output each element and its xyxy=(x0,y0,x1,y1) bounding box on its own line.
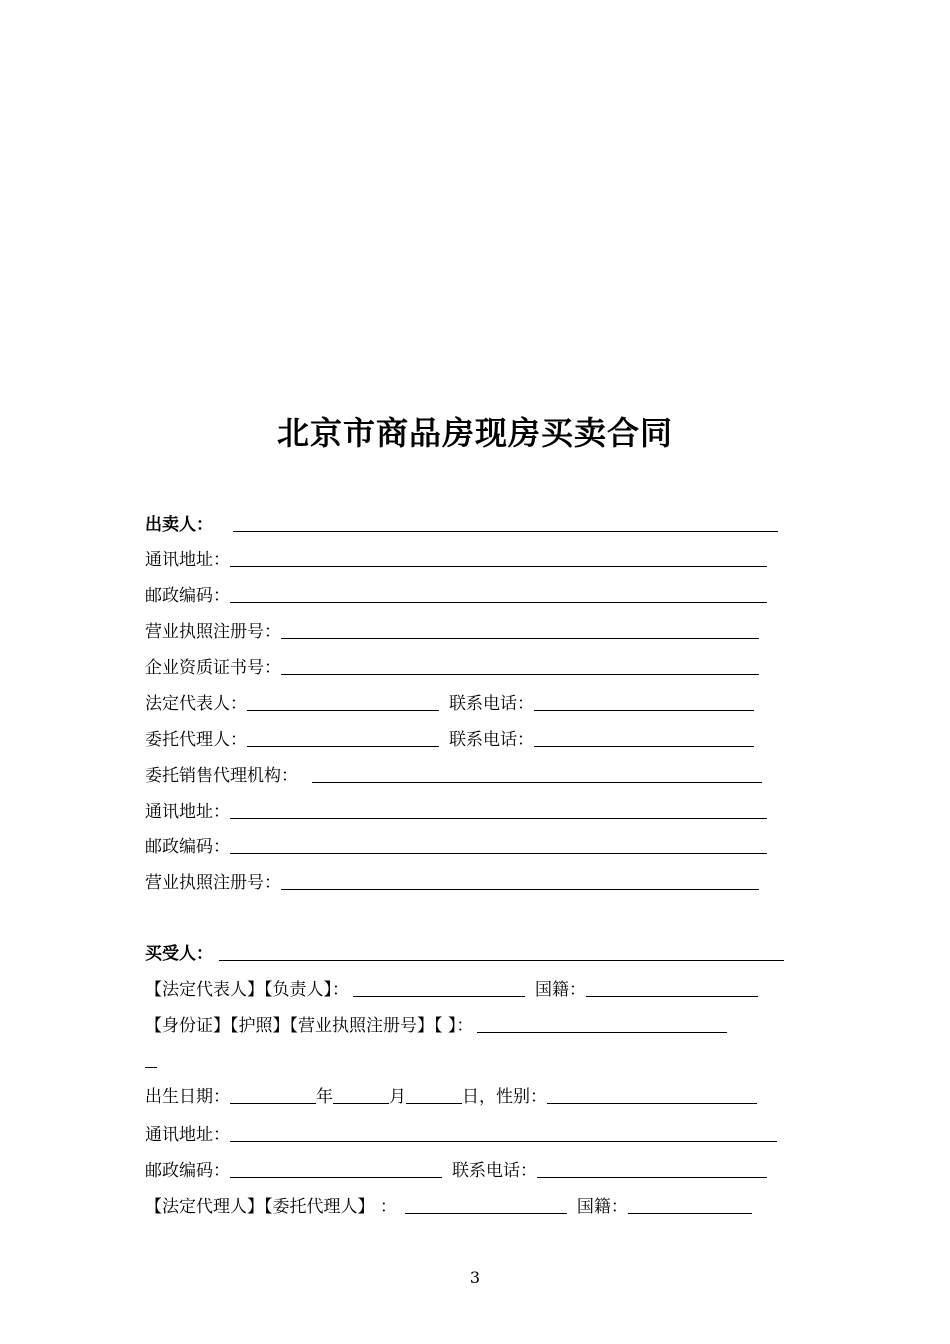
buyer-birth-row xyxy=(145,1082,757,1108)
buyer-name-field[interactable] xyxy=(219,942,784,961)
buyer-birth-month-field[interactable] xyxy=(333,1085,389,1104)
buyer-phone-label: 联系电话： xyxy=(452,1161,537,1181)
seller-license-row xyxy=(145,617,759,643)
buyer-address-label: 通讯地址： xyxy=(145,1125,230,1145)
buyer-rep-row xyxy=(145,975,758,1001)
agency-postcode-field[interactable] xyxy=(230,835,767,854)
agency-license-field[interactable] xyxy=(281,871,759,890)
seller-license-field[interactable] xyxy=(281,620,759,639)
buyer-rep-label: 【法定代表人】【负责人】： xyxy=(145,980,349,1000)
seller-phone1-label: 联系电话： xyxy=(449,694,534,714)
agency-address-label: 通讯地址： xyxy=(145,802,230,822)
buyer-agent-row xyxy=(145,1192,752,1218)
contract-title: 北京市商品房现房买卖合同 xyxy=(276,414,673,452)
buyer-year-label: 年 xyxy=(316,1087,333,1107)
seller-license-label: 营业执照注册号： xyxy=(145,622,281,642)
buyer-nationality1-label: 国籍： xyxy=(535,980,586,1000)
seller-address-field[interactable] xyxy=(230,548,767,567)
buyer-birth-label: 出生日期： xyxy=(145,1087,230,1107)
agency-license-label: 营业执照注册号： xyxy=(145,873,281,893)
seller-legal-rep-label: 法定代表人： xyxy=(145,694,247,714)
buyer-agent-label: 【法定代理人】【委托代理人】 ： xyxy=(145,1197,397,1217)
seller-qualification-field[interactable] xyxy=(281,656,759,675)
buyer-nationality2-label: 国籍： xyxy=(576,1197,628,1217)
sales-agency-field[interactable] xyxy=(312,764,762,783)
buyer-nationality2-field[interactable] xyxy=(628,1195,752,1214)
sales-agency-label: 委托销售代理机构： xyxy=(145,766,298,786)
seller-address-row xyxy=(145,545,767,571)
buyer-agent-field[interactable] xyxy=(405,1195,567,1214)
agency-address-field[interactable] xyxy=(230,800,767,819)
buyer-gender-field[interactable] xyxy=(547,1085,757,1104)
buyer-label: 买受人： xyxy=(145,944,213,964)
buyer-id-row xyxy=(145,1011,727,1037)
buyer-id-field-continued[interactable] xyxy=(145,1049,157,1068)
page-number: 3 xyxy=(469,1268,481,1287)
agency-address-row xyxy=(145,797,767,823)
seller-qualification-label: 企业资质证书号： xyxy=(145,658,281,678)
seller-row xyxy=(145,510,778,536)
buyer-phone-field[interactable] xyxy=(537,1159,767,1178)
seller-phone2-label: 联系电话： xyxy=(449,730,534,750)
seller-postcode-field[interactable] xyxy=(230,584,767,603)
seller-name-field[interactable] xyxy=(233,513,778,532)
seller-agent-row xyxy=(145,725,754,751)
buyer-postcode-field[interactable] xyxy=(230,1159,442,1178)
buyer-address-field[interactable] xyxy=(230,1123,777,1142)
seller-postcode-label: 邮政编码： xyxy=(145,586,230,606)
buyer-id-field[interactable] xyxy=(477,1014,727,1033)
seller-legal-rep-field[interactable] xyxy=(247,692,439,711)
seller-qualification-row xyxy=(145,653,759,679)
seller-agent-field[interactable] xyxy=(247,728,439,747)
buyer-postcode-label: 邮政编码： xyxy=(145,1161,230,1181)
seller-legal-rep-row xyxy=(145,689,754,715)
buyer-id-overflow-row xyxy=(145,1046,157,1072)
sales-agency-row xyxy=(145,761,762,787)
buyer-id-types-label: 【身份证】【护照】【营业执照注册号】【 】： xyxy=(145,1016,474,1036)
buyer-address-row xyxy=(145,1120,777,1146)
buyer-birth-year-field[interactable] xyxy=(230,1085,316,1104)
seller-label: 出卖人： xyxy=(145,515,213,535)
seller-phone1-field[interactable] xyxy=(534,692,754,711)
agency-postcode-label: 邮政编码： xyxy=(145,837,230,857)
seller-agent-label: 委托代理人： xyxy=(145,730,247,750)
seller-phone2-field[interactable] xyxy=(534,728,754,747)
buyer-postcode-row xyxy=(145,1156,767,1182)
agency-license-row xyxy=(145,868,759,894)
agency-postcode-row xyxy=(145,832,767,858)
buyer-row xyxy=(145,939,784,965)
buyer-month-label: 月 xyxy=(389,1087,406,1107)
buyer-nationality1-field[interactable] xyxy=(586,978,758,997)
seller-postcode-row xyxy=(145,581,767,607)
buyer-day-gender-label: 日，性别： xyxy=(462,1087,547,1107)
seller-address-label: 通讯地址： xyxy=(145,550,230,570)
buyer-birth-day-field[interactable] xyxy=(406,1085,462,1104)
buyer-rep-field[interactable] xyxy=(353,978,525,997)
